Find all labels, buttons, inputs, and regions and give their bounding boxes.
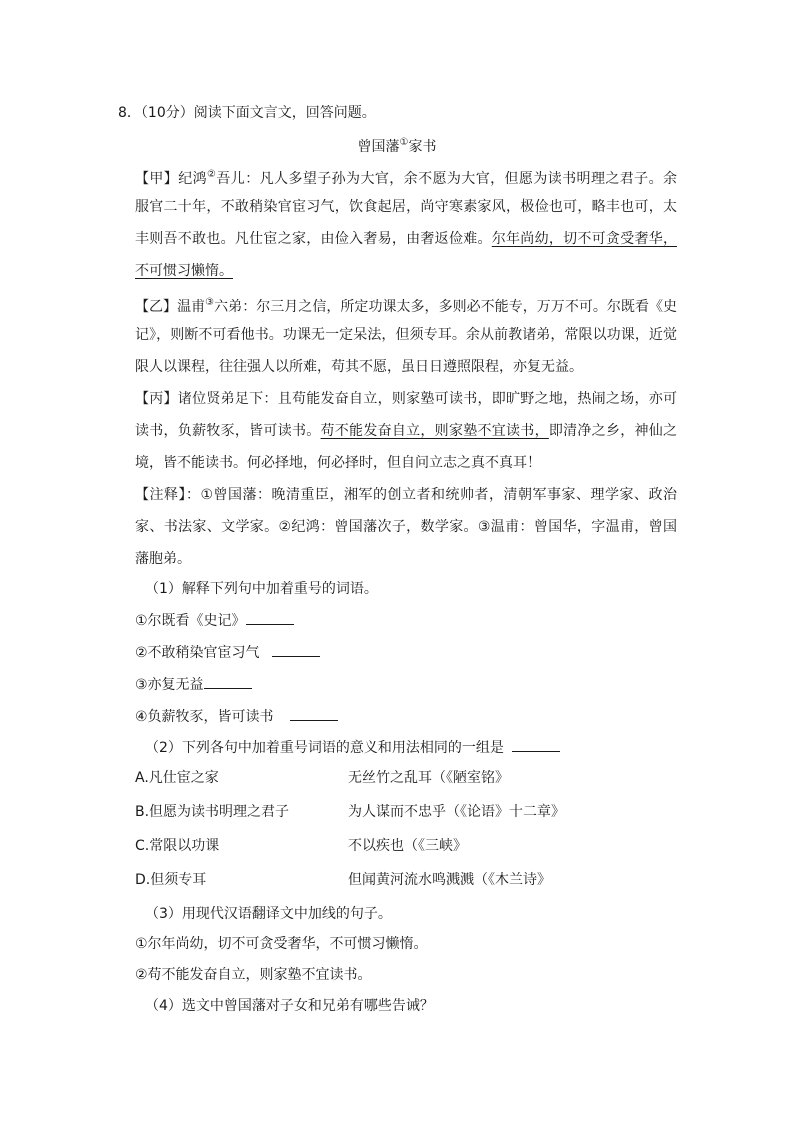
- footnote-marker-2: ②: [207, 169, 217, 180]
- yi-line-2: 记》，则断不可看他书。功课无一定呆法，但须专耳。余从前教诸弟，常限以功课，近觉: [135, 327, 677, 343]
- footnote-marker-3: ③: [205, 297, 215, 308]
- option-c-left: C.常限以功课: [135, 838, 220, 854]
- sub1-item-3-text: ③亦复无益: [135, 677, 204, 693]
- title-text-pre: 曾国藩: [357, 139, 400, 155]
- underlined-sentence-1b: 不可惯习懒惰。: [135, 263, 233, 279]
- sub4-prompt: （4）选文中曾国藩对子女和兄弟有哪些告诫？: [145, 998, 434, 1014]
- jia-line-1: [135, 165, 677, 189]
- option-b-right: 为人谋而不忠乎（《论语》十二章》: [348, 804, 565, 820]
- sub1-item-4-text: ④负薪牧豕，皆可读书: [135, 709, 274, 725]
- option-b[interactable]: [135, 802, 695, 822]
- bing-line-2-text-b: 即清净之乡，神仙之: [548, 423, 678, 439]
- answer-blank[interactable]: [246, 610, 294, 625]
- sub1-prompt: （1）解释下列句中加着重号的词语。: [145, 581, 378, 597]
- bing-line-1: 【丙】诸位贤弟足下：且苟能发奋自立，则家塾可读书，即旷野之地，热闹之场，亦可: [135, 391, 677, 407]
- yi-line-1: [135, 293, 677, 317]
- yi-line-1-text-a: 【乙】温甫: [135, 299, 206, 315]
- jia-line-3: [135, 229, 677, 249]
- sub3-item-2: ②苟不能发奋自立，则家塾不宜读书。: [135, 967, 372, 983]
- passage-title: [0, 133, 794, 157]
- jia-line-4: [135, 261, 677, 281]
- jia-line-3-text: 丰则吾不敢也。凡仕宦之家，由俭入奢易，由奢返俭难。: [135, 231, 492, 247]
- underlined-sentence-2: 苟不能发奋自立，则家塾不宜读书，: [320, 423, 549, 439]
- option-d-left: D.但须专耳: [135, 872, 207, 888]
- bing-line-3: 境，皆不能读书。何必择地，何必择时，但自问立志之真不真耳！: [135, 455, 541, 471]
- bing-line-2: [135, 421, 677, 441]
- option-c-right: 不以疾也（《三峡》: [348, 838, 467, 854]
- sub2-prompt-text: （2）下列各句中加着重号词语的意义和用法相同的一组是: [145, 740, 504, 756]
- sub1-item-1-text: ①尔既看《史记》: [135, 613, 246, 629]
- yi-line-3: 限人以课程，往往强人以所难，苟其不愿，虽日日遵照限程，亦复无益。: [135, 359, 583, 375]
- option-a[interactable]: [135, 768, 695, 788]
- option-b-left: B.但愿为读书明理之君子: [135, 804, 290, 820]
- notes-line-3: 藩胞弟。: [135, 551, 191, 567]
- sub3-prompt: （3）用现代汉语翻译文中加线的句子。: [145, 906, 392, 922]
- question-header: 8．（10分）阅读下面文言文，回答问题。: [118, 105, 376, 121]
- answer-blank[interactable]: [512, 737, 560, 752]
- answer-blank[interactable]: [290, 706, 338, 721]
- sub1-item-3: [135, 674, 677, 695]
- sub1-item-1: [135, 610, 677, 631]
- sub1-item-2: [135, 642, 677, 663]
- option-a-left: A.凡仕宦之家: [135, 770, 219, 786]
- jia-line-1-text-a: 【甲】纪鸿: [135, 171, 208, 187]
- option-d[interactable]: [135, 870, 695, 890]
- option-d-right: 但闻黄河流水鸣溅溅（《木兰诗》: [348, 872, 551, 888]
- title-text-post: 家书: [408, 139, 437, 155]
- sub1-item-4: [135, 706, 677, 727]
- answer-blank[interactable]: [272, 642, 320, 657]
- option-a-right: 无丝竹之乱耳（《陋室铭》: [348, 770, 509, 786]
- jia-line-2: 服官二十年，不敢稍染官宦习气，饮食起居，尚守寒素家风，极俭也可，略丰也可，太: [135, 199, 677, 215]
- option-c[interactable]: [135, 836, 695, 856]
- underlined-sentence-1a: 尔年尚幼，切不可贪受奢华，: [491, 231, 678, 247]
- yi-line-1-text-b: 六弟：尔三月之信，所定功课太多，多则必不能专，万万不可。尔既看《史: [214, 299, 678, 315]
- sub1-item-2-text: ②不敢稍染官宦习气: [135, 645, 260, 661]
- sub3-item-1: ①尔年尚幼，切不可贪受奢华，不可惯习懒惰。: [135, 936, 428, 952]
- jia-line-1-text-b: 吾儿：凡人多望子孙为大官，余不愿为大官，但愿为读书明理之君子。余: [216, 171, 677, 187]
- notes-line-1: 【注释】：①曾国藩：晚清重臣，湘军的创立者和统帅者，清朝军事家、理学家、政治: [135, 487, 677, 503]
- sub2-prompt: [145, 737, 687, 758]
- answer-blank[interactable]: [204, 674, 252, 689]
- footnote-marker-1: ①: [399, 137, 409, 148]
- bing-line-2-text-a: 读书，负薪牧豕，皆可读书。: [135, 423, 321, 439]
- notes-line-2: 家、书法家、文学家。②纪鸿：曾国藩次子，数学家。③温甫：曾国华，字温甫，曾国: [135, 519, 677, 535]
